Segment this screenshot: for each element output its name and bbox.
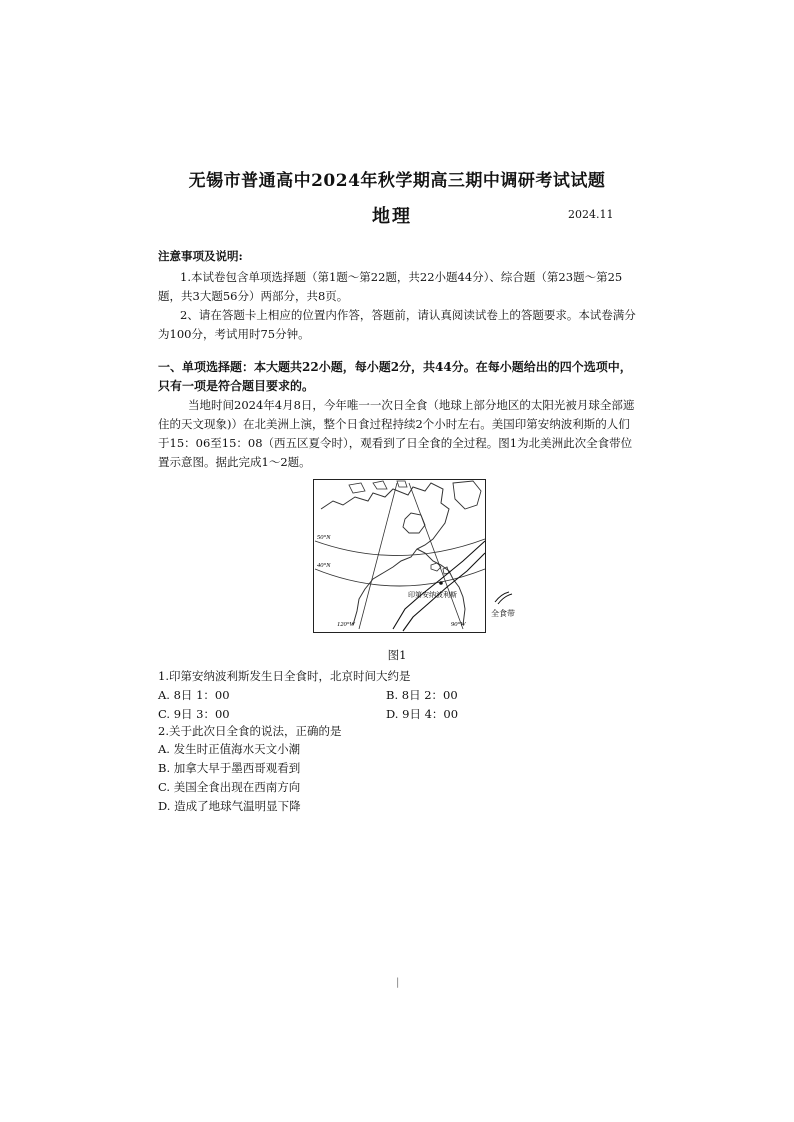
question-2-option-d: D. 造成了地球气温明显下降 <box>158 799 301 813</box>
section-1-heading: 一、单项选择题：本大题共22小题，每小题2分，共44分。在每小题给出的四个选项中，只有一项是符合题目要求的。 <box>158 360 632 393</box>
legend-band-icon <box>495 592 509 602</box>
label-indianapolis: 印第安纳波利斯 <box>408 592 457 599</box>
question-1-option-c: C. 9日 3：00 <box>158 707 230 721</box>
question-2-option-b: B. 加拿大早于墨西哥观看到 <box>158 761 301 775</box>
notes-heading: 注意事项及说明: <box>158 249 243 263</box>
north-america-map <box>313 479 486 633</box>
question-2-stem: 2.关于此次日全食的说法，正确的是 <box>158 724 342 738</box>
exam-date: 2024.11 <box>568 208 614 221</box>
label-40n: 40°N <box>317 562 331 569</box>
question-2-option-c: C. 美国全食出现在西南方向 <box>158 780 301 794</box>
section-1-intro: 当地时间2024年4月8日，今年唯一一次日全食（地球上部分地区的太阳光被月球全部遮住的天文现象)）在北美洲上演，整个日食过程持续2个小时左右。美国印第安纳波利斯的人们于15：06至15：08（西五区夏令时），观看到了日全食的全过程。图1为北美洲此次全食带位置示意图。据此完成1～2题。 <box>158 398 635 469</box>
label-50n: 50°N <box>317 534 331 541</box>
question-1-option-b: B. 8日 2：00 <box>386 688 458 702</box>
question-2-option-a: A. 发生时正值海水天文小潮 <box>158 742 301 756</box>
exam-title: 无锡市普通高中2024年秋学期高三期中调研考试试题 <box>188 171 606 191</box>
note-item-1: 1.本试卷包含单项选择题（第1题～第22题，共22小题44分）、综合题（第23题～第25题，共3大题56分）两部分，共8页。 <box>158 270 623 303</box>
map-legend <box>489 590 529 624</box>
label-90w: 90°W <box>451 621 466 628</box>
legend-label: 全食带 <box>491 609 515 618</box>
note-item-2: 2、请在答题卡上相应的位置内作答，答题前，请认真阅读试卷上的答题要求。本试卷满分为100分，考试用时75分钟。 <box>158 308 636 341</box>
question-1-option-a: A. 8日 1：00 <box>158 688 230 702</box>
question-1-stem: 1.印第安纳波利斯发生日全食时，北京时间大约是 <box>158 669 411 683</box>
page-mark: | <box>396 977 400 988</box>
label-120w: 120°W <box>337 621 355 628</box>
indianapolis-marker <box>439 581 443 585</box>
subject-label: 地理 <box>372 206 412 227</box>
question-1-option-d: D. 9日 4：00 <box>386 707 459 721</box>
figure-caption: 图1 <box>387 648 407 662</box>
